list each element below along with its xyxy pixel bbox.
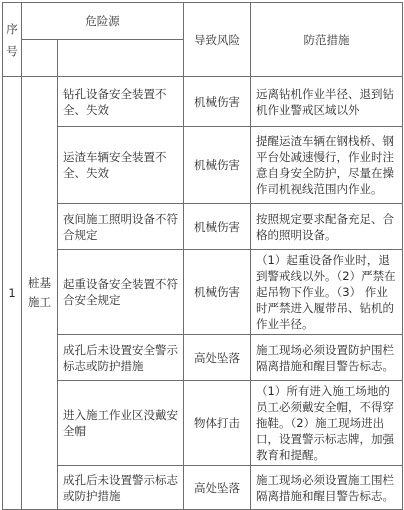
risk-cell: 机械伤害 (184, 250, 251, 335)
header-seq-char-2: 号 (6, 43, 18, 58)
hazard-table (2, 2, 403, 510)
table-row (3, 466, 403, 510)
header-risk: 导致风险 (184, 3, 251, 77)
header-measures: 防范措施 (251, 3, 403, 77)
category-line-2: 施工 (28, 295, 51, 309)
header-hazard: 危险源 (22, 3, 184, 40)
category-line-1: 桩基 (28, 276, 51, 290)
hazard-cell: 成孔后未设置安全警示标志或防护措施 (58, 335, 184, 381)
seq-cell: 1 (3, 77, 22, 510)
header-sub-hazard (58, 40, 184, 77)
risk-cell: 机械伤害 (184, 77, 251, 127)
header-sub-category (22, 40, 58, 77)
measures-cell: 远离钻机作业半径、退到钻机作业警戒区域以外 (251, 77, 403, 127)
table-row (3, 204, 403, 250)
table-row (3, 381, 403, 466)
risk-cell: 机械伤害 (184, 127, 251, 204)
table-row (3, 127, 403, 204)
category-cell (22, 77, 58, 510)
measures-cell: 提醒运渣车辆在钢栈桥、钢平台处减速慢行，作业时注意自身安全防护，尽量在操作司机视线范围内作业。 (251, 127, 403, 204)
hazard-cell: 成孔后未设置警示标志或防护措施 (58, 466, 184, 510)
hazard-cell: 运渣车辆安全装置不全、失效 (58, 127, 184, 204)
table-row (3, 335, 403, 381)
measures-cell: 施工现场必须设置施工围栏隔离措施和醒目警告标志。 (251, 466, 403, 510)
measures-cell: 施工现场必须设置防护围栏隔离措施和醒目警告标志。 (251, 335, 403, 381)
measures-cell: （1）起重设备作业时，退到警戒线以外。（2）严禁在起吊物下作业。（3） 作业时严禁进入履带吊、钻机的作业半径。 (251, 250, 403, 335)
table-row (3, 77, 403, 127)
header-row (3, 3, 403, 40)
hazard-cell: 钻孔设备安全装置不全、失效 (58, 77, 184, 127)
header-seq-char-1: 序 (6, 21, 18, 36)
hazard-cell: 进入施工作业区没戴安全帽 (58, 381, 184, 466)
header-seq (3, 3, 22, 77)
measures-cell: （1）所有进入施工场地的员工必须戴安全帽，不得穿拖鞋。（2）施工现场进出口，设置警示标志牌，加强教育和提醒。 (251, 381, 403, 466)
risk-cell: 机械伤害 (184, 204, 251, 250)
risk-cell: 物体打击 (184, 381, 251, 466)
risk-cell: 高处坠落 (184, 466, 251, 510)
hazard-cell: 起重设备安全装置不符合安全规定 (58, 250, 184, 335)
measures-cell: 按照规定要求配备充足、合格的照明设备。 (251, 204, 403, 250)
hazard-cell: 夜间施工照明设备不符合规定 (58, 204, 184, 250)
risk-cell: 高处坠落 (184, 335, 251, 381)
table-row (3, 250, 403, 335)
